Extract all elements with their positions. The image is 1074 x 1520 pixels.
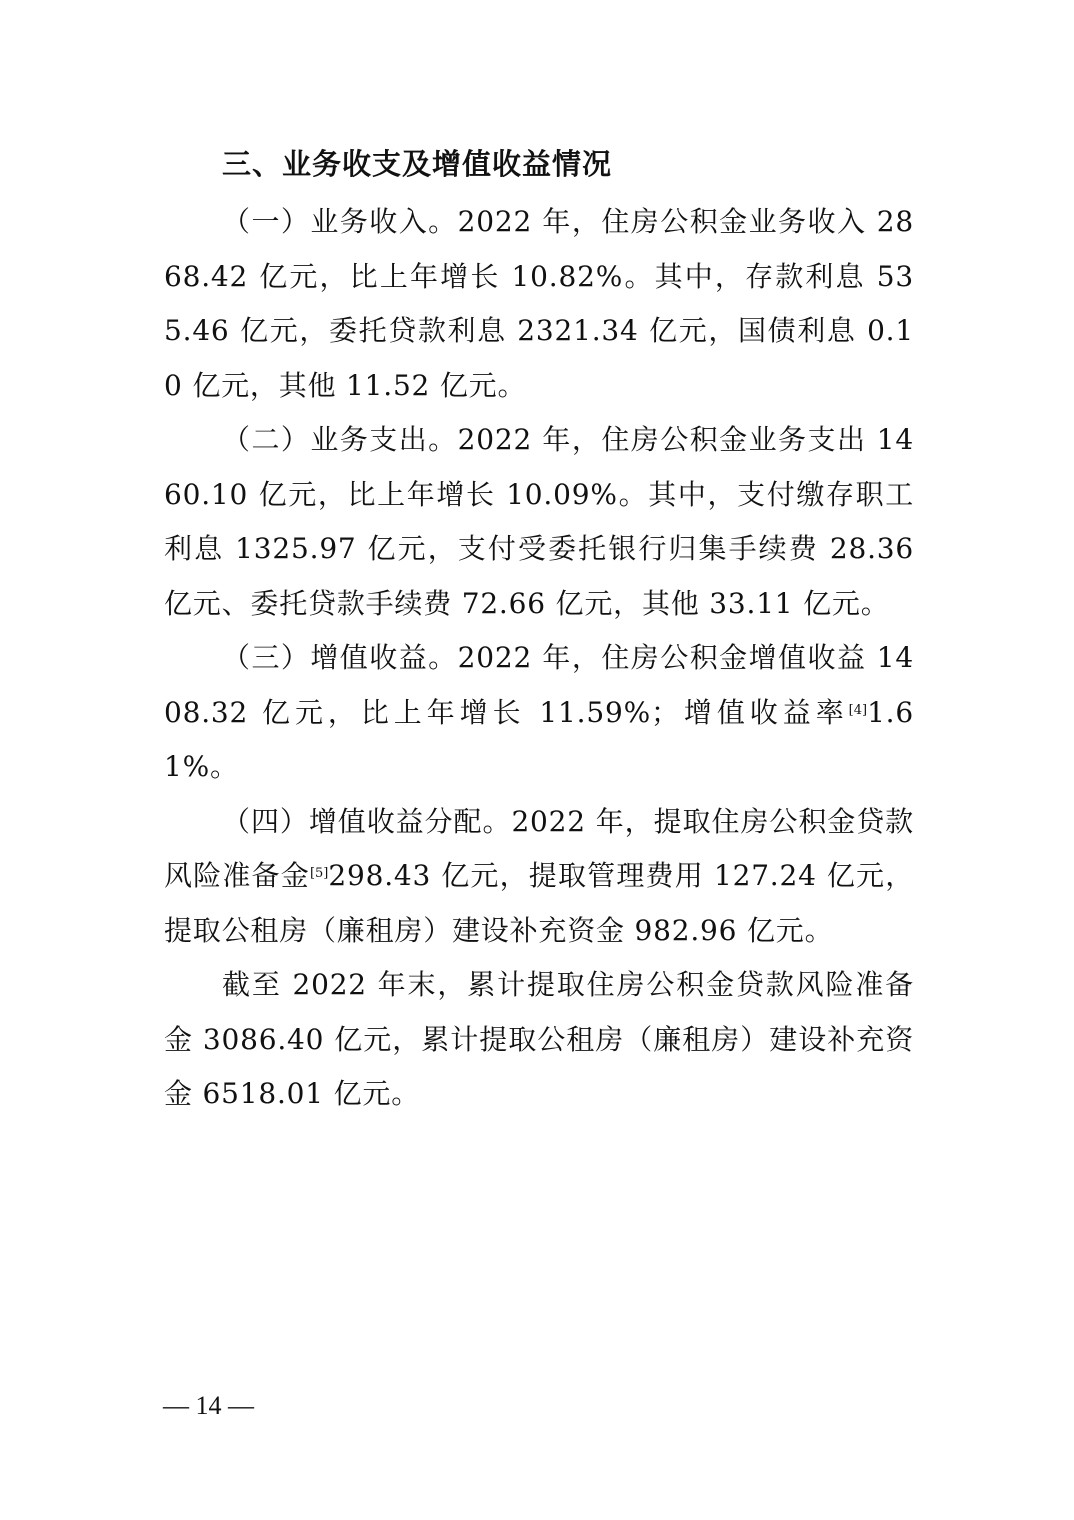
page-content (164, 140, 914, 1122)
paragraph-cumulative-totals (164, 958, 914, 1122)
paragraph-income-distribution (164, 795, 914, 959)
paragraph-lead: （三）增值收益。 (222, 641, 458, 674)
paragraph-body-continued: 1.61%。 (164, 695, 914, 783)
paragraph-body: 截至 2022 年末，累计提取住房公积金贷款风险准备金 3086.40 亿元，累计提取公租房（廉租房）建设补充资金 6518.01 亿元。 (164, 968, 914, 1110)
paragraph-body-continued: 298.43 亿元，提取管理费用 127.24 亿元，提取公租房（廉租房）建设补充资金 982.96 亿元。 (164, 859, 914, 947)
paragraph-lead: （二）业务支出。 (222, 423, 458, 456)
paragraph-business-income (164, 195, 914, 413)
footnote-reference[interactable]: [5] (309, 866, 329, 881)
paragraph-business-expenditure (164, 413, 914, 631)
paragraph-body: 2022 年，提取住房公积金贷款风险准备金 (164, 804, 914, 892)
paragraph-body: 2022 年，住房公积金业务收入 2868.42 亿元，比上年增长 10.82%。其中，存款利息 535.46 亿元，委托贷款利息 2321.34 亿元，国债利息 0.10 亿元，其他 11.52 亿元。 (164, 205, 914, 402)
paragraph-body: 2022 年，住房公积金增值收益 1408.32 亿元，比上年增长 11.59%；增值收益率 (164, 641, 914, 729)
paragraph-value-added-income (164, 631, 914, 795)
section-heading: 三、业务收支及增值收益情况 (222, 147, 613, 181)
paragraph-lead: （四）增值收益分配。 (222, 804, 512, 838)
paragraph-body: 2022 年，住房公积金业务支出 1460.10 亿元，比上年增长 10.09%。其中，支付缴存职工利息 1325.97 亿元，支付受委托银行归集手续费 28.36 亿元、委托贷款手续费 72.66 亿元，其他 33.11 亿元。 (164, 423, 914, 620)
paragraph-lead: （一）业务收入。 (222, 205, 458, 238)
page-number: — 14 — (163, 1391, 254, 1420)
footnote-reference[interactable]: [4] (848, 702, 868, 718)
